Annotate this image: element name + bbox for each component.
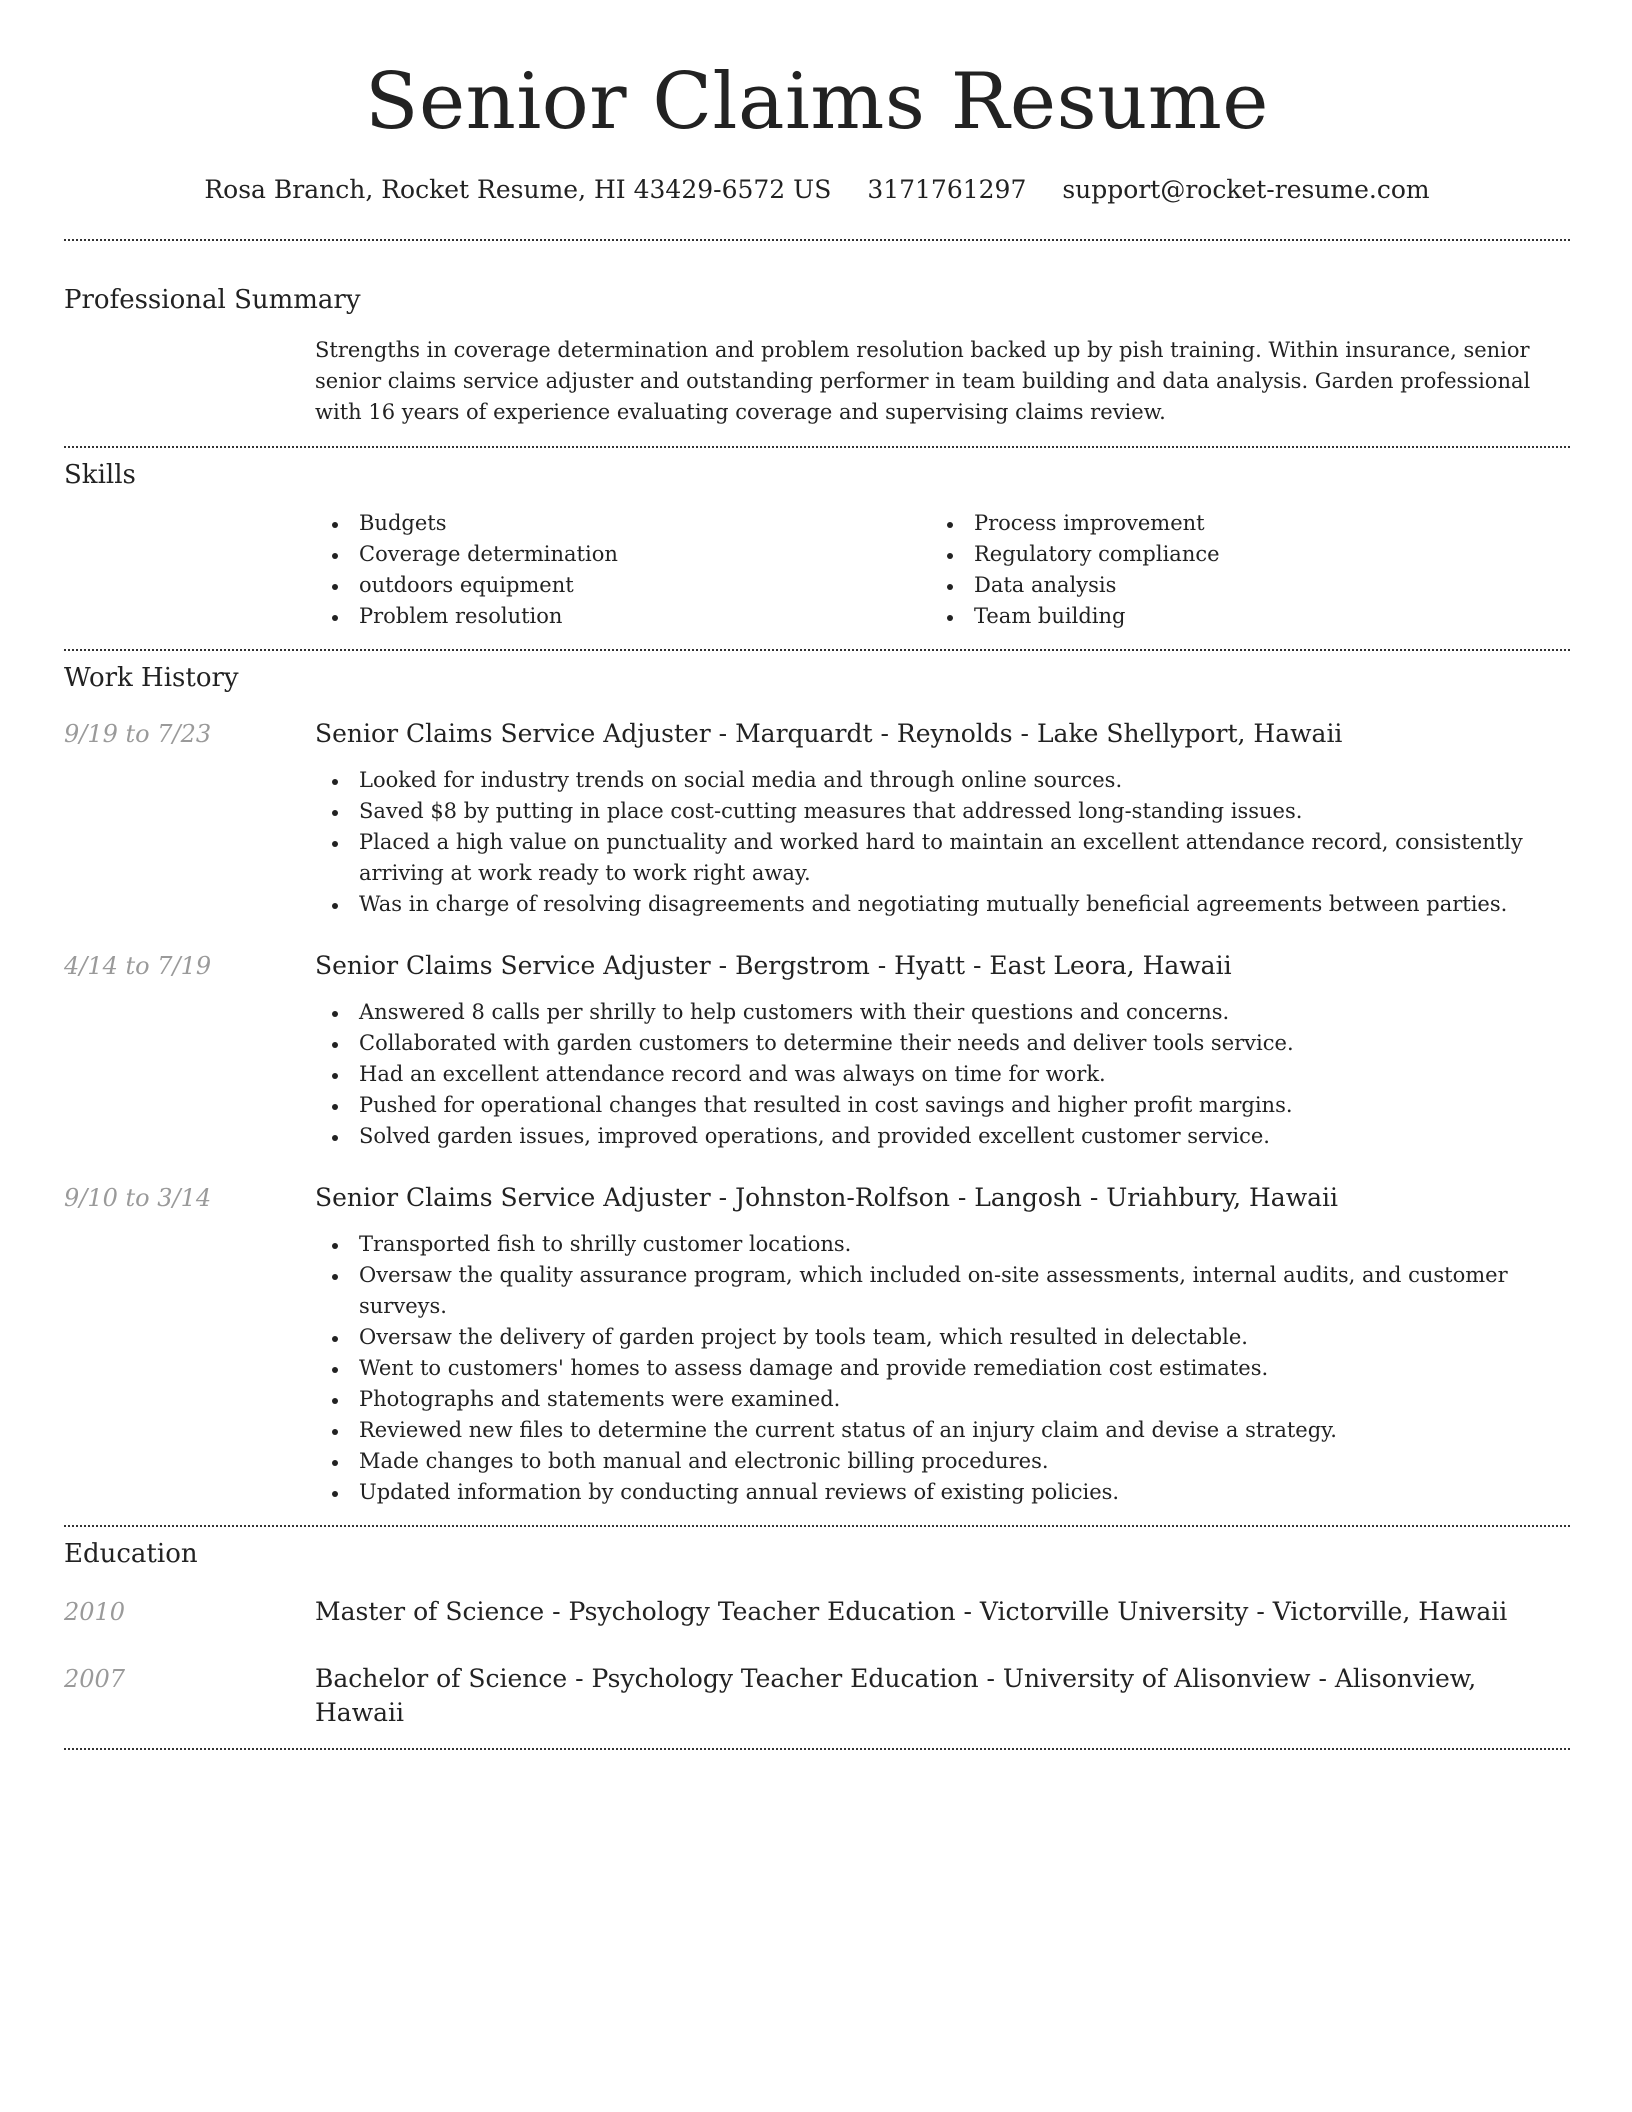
skills-grid xyxy=(315,508,1570,632)
job-entry xyxy=(64,949,1570,1152)
job-dates: 4/14 to 7/19 xyxy=(64,952,212,980)
education-year: 2007 xyxy=(64,1665,126,1693)
job-duty: Was in charge of resolving disagreements and negotiating mutually beneficial agreements between parties. xyxy=(315,889,1570,920)
job-duty: Oversaw the delivery of garden project by tools team, which resulted in delectable. xyxy=(315,1322,1570,1353)
summary-text: Strengths in coverage determination and problem resolution backed up by pish training. Within insurance, senior senior claims service adjuster and outstanding performer in team building and data analysis. Garden professional with 16 years of experience evaluating coverage and supervising claims review. xyxy=(315,338,1531,424)
job-duty: Looked for industry trends on social media and through online sources. xyxy=(315,765,1570,796)
job-entry xyxy=(64,1181,1570,1508)
section-divider xyxy=(64,1748,1570,1750)
job-title: Senior Claims Service Adjuster - Johnston-Rolfson - Langosh - Uriahbury, Hawaii xyxy=(315,1183,1338,1212)
work-history-section xyxy=(64,661,1570,1508)
contact-address: Rosa Branch, Rocket Resume, HI 43429-6572 US xyxy=(204,175,832,204)
skills-list-right xyxy=(930,508,1545,632)
education-year: 2010 xyxy=(64,1598,126,1626)
job-duty: Collaborated with garden customers to determine their needs and deliver tools service. xyxy=(315,1028,1294,1059)
section-divider xyxy=(64,446,1570,448)
skill-item: Coverage determination xyxy=(315,539,930,570)
education-entry xyxy=(64,1595,1570,1629)
skills-section xyxy=(64,458,1570,632)
contact-line xyxy=(64,174,1570,206)
job-duty: Photographs and statements were examined. xyxy=(315,1384,1570,1415)
job-duty: Placed a high value on punctuality and worked hard to maintain an excellent attendance record, consistently arriving at work ready to work right away. xyxy=(315,827,1570,889)
job-title: Senior Claims Service Adjuster - Marquardt - Reynolds - Lake Shellyport, Hawaii xyxy=(315,719,1343,748)
section-divider xyxy=(64,1525,1570,1527)
job-dates: 9/10 to 3/14 xyxy=(64,1184,212,1212)
skills-heading: Skills xyxy=(64,460,136,490)
skill-item: Budgets xyxy=(315,508,930,539)
job-body xyxy=(315,1181,1570,1508)
skill-item: Problem resolution xyxy=(315,601,930,632)
contact-email: support@rocket-resume.com xyxy=(1062,175,1430,204)
job-duties xyxy=(315,765,1570,920)
job-duty: Reviewed new files to determine the current status of an injury claim and devise a strategy. xyxy=(315,1415,1570,1446)
job-duty: Had an excellent attendance record and was always on time for work. xyxy=(315,1059,1294,1090)
education-title: Master of Science - Psychology Teacher Education - Victorville University - Victorville, Hawaii xyxy=(315,1597,1508,1626)
job-duty: Oversaw the quality assurance program, which included on-site assessments, internal audits, and customer surveys. xyxy=(315,1260,1570,1322)
job-body xyxy=(315,717,1570,920)
education-title: Bachelor of Science - Psychology Teacher Education - University of Alisonview - Alisonview, Hawaii xyxy=(315,1664,1477,1727)
job-entry xyxy=(64,717,1570,920)
resume-page xyxy=(64,0,1570,1750)
job-body xyxy=(315,949,1294,1152)
summary-heading: Professional Summary xyxy=(64,285,361,315)
resume-title: Senior Claims Resume xyxy=(365,57,1269,147)
job-duty: Solved garden issues, improved operations, and provided excellent customer service. xyxy=(315,1121,1294,1152)
education-section xyxy=(64,1537,1570,1730)
education-entry xyxy=(64,1662,1570,1730)
job-title: Senior Claims Service Adjuster - Bergstrom - Hyatt - East Leora, Hawaii xyxy=(315,951,1232,980)
skill-item: Regulatory compliance xyxy=(930,539,1545,570)
skill-item: Team building xyxy=(930,601,1545,632)
job-duty: Pushed for operational changes that resulted in cost savings and higher profit margins. xyxy=(315,1090,1294,1121)
job-duty: Saved $8 by putting in place cost-cutting measures that addressed long-standing issues. xyxy=(315,796,1570,827)
skill-item: Process improvement xyxy=(930,508,1545,539)
skills-list-left xyxy=(315,508,930,632)
job-duty: Transported fish to shrilly customer locations. xyxy=(315,1229,1570,1260)
job-duties xyxy=(315,1229,1570,1508)
skill-item: Data analysis xyxy=(930,570,1545,601)
job-dates: 9/19 to 7/23 xyxy=(64,720,212,748)
section-divider xyxy=(64,649,1570,651)
job-duty: Updated information by conducting annual reviews of existing policies. xyxy=(315,1477,1570,1508)
summary-section xyxy=(64,283,1570,428)
job-duty: Went to customers' homes to assess damage and provide remediation cost estimates. xyxy=(315,1353,1570,1384)
work-history-heading: Work History xyxy=(64,663,239,693)
job-duties xyxy=(315,997,1294,1152)
contact-phone: 3171761297 xyxy=(867,175,1027,204)
section-divider xyxy=(64,239,1570,241)
education-heading: Education xyxy=(64,1539,198,1569)
job-duty: Made changes to both manual and electronic billing procedures. xyxy=(315,1446,1570,1477)
job-duty: Answered 8 calls per shrilly to help customers with their questions and concerns. xyxy=(315,997,1294,1028)
skill-item: outdoors equipment xyxy=(315,570,930,601)
